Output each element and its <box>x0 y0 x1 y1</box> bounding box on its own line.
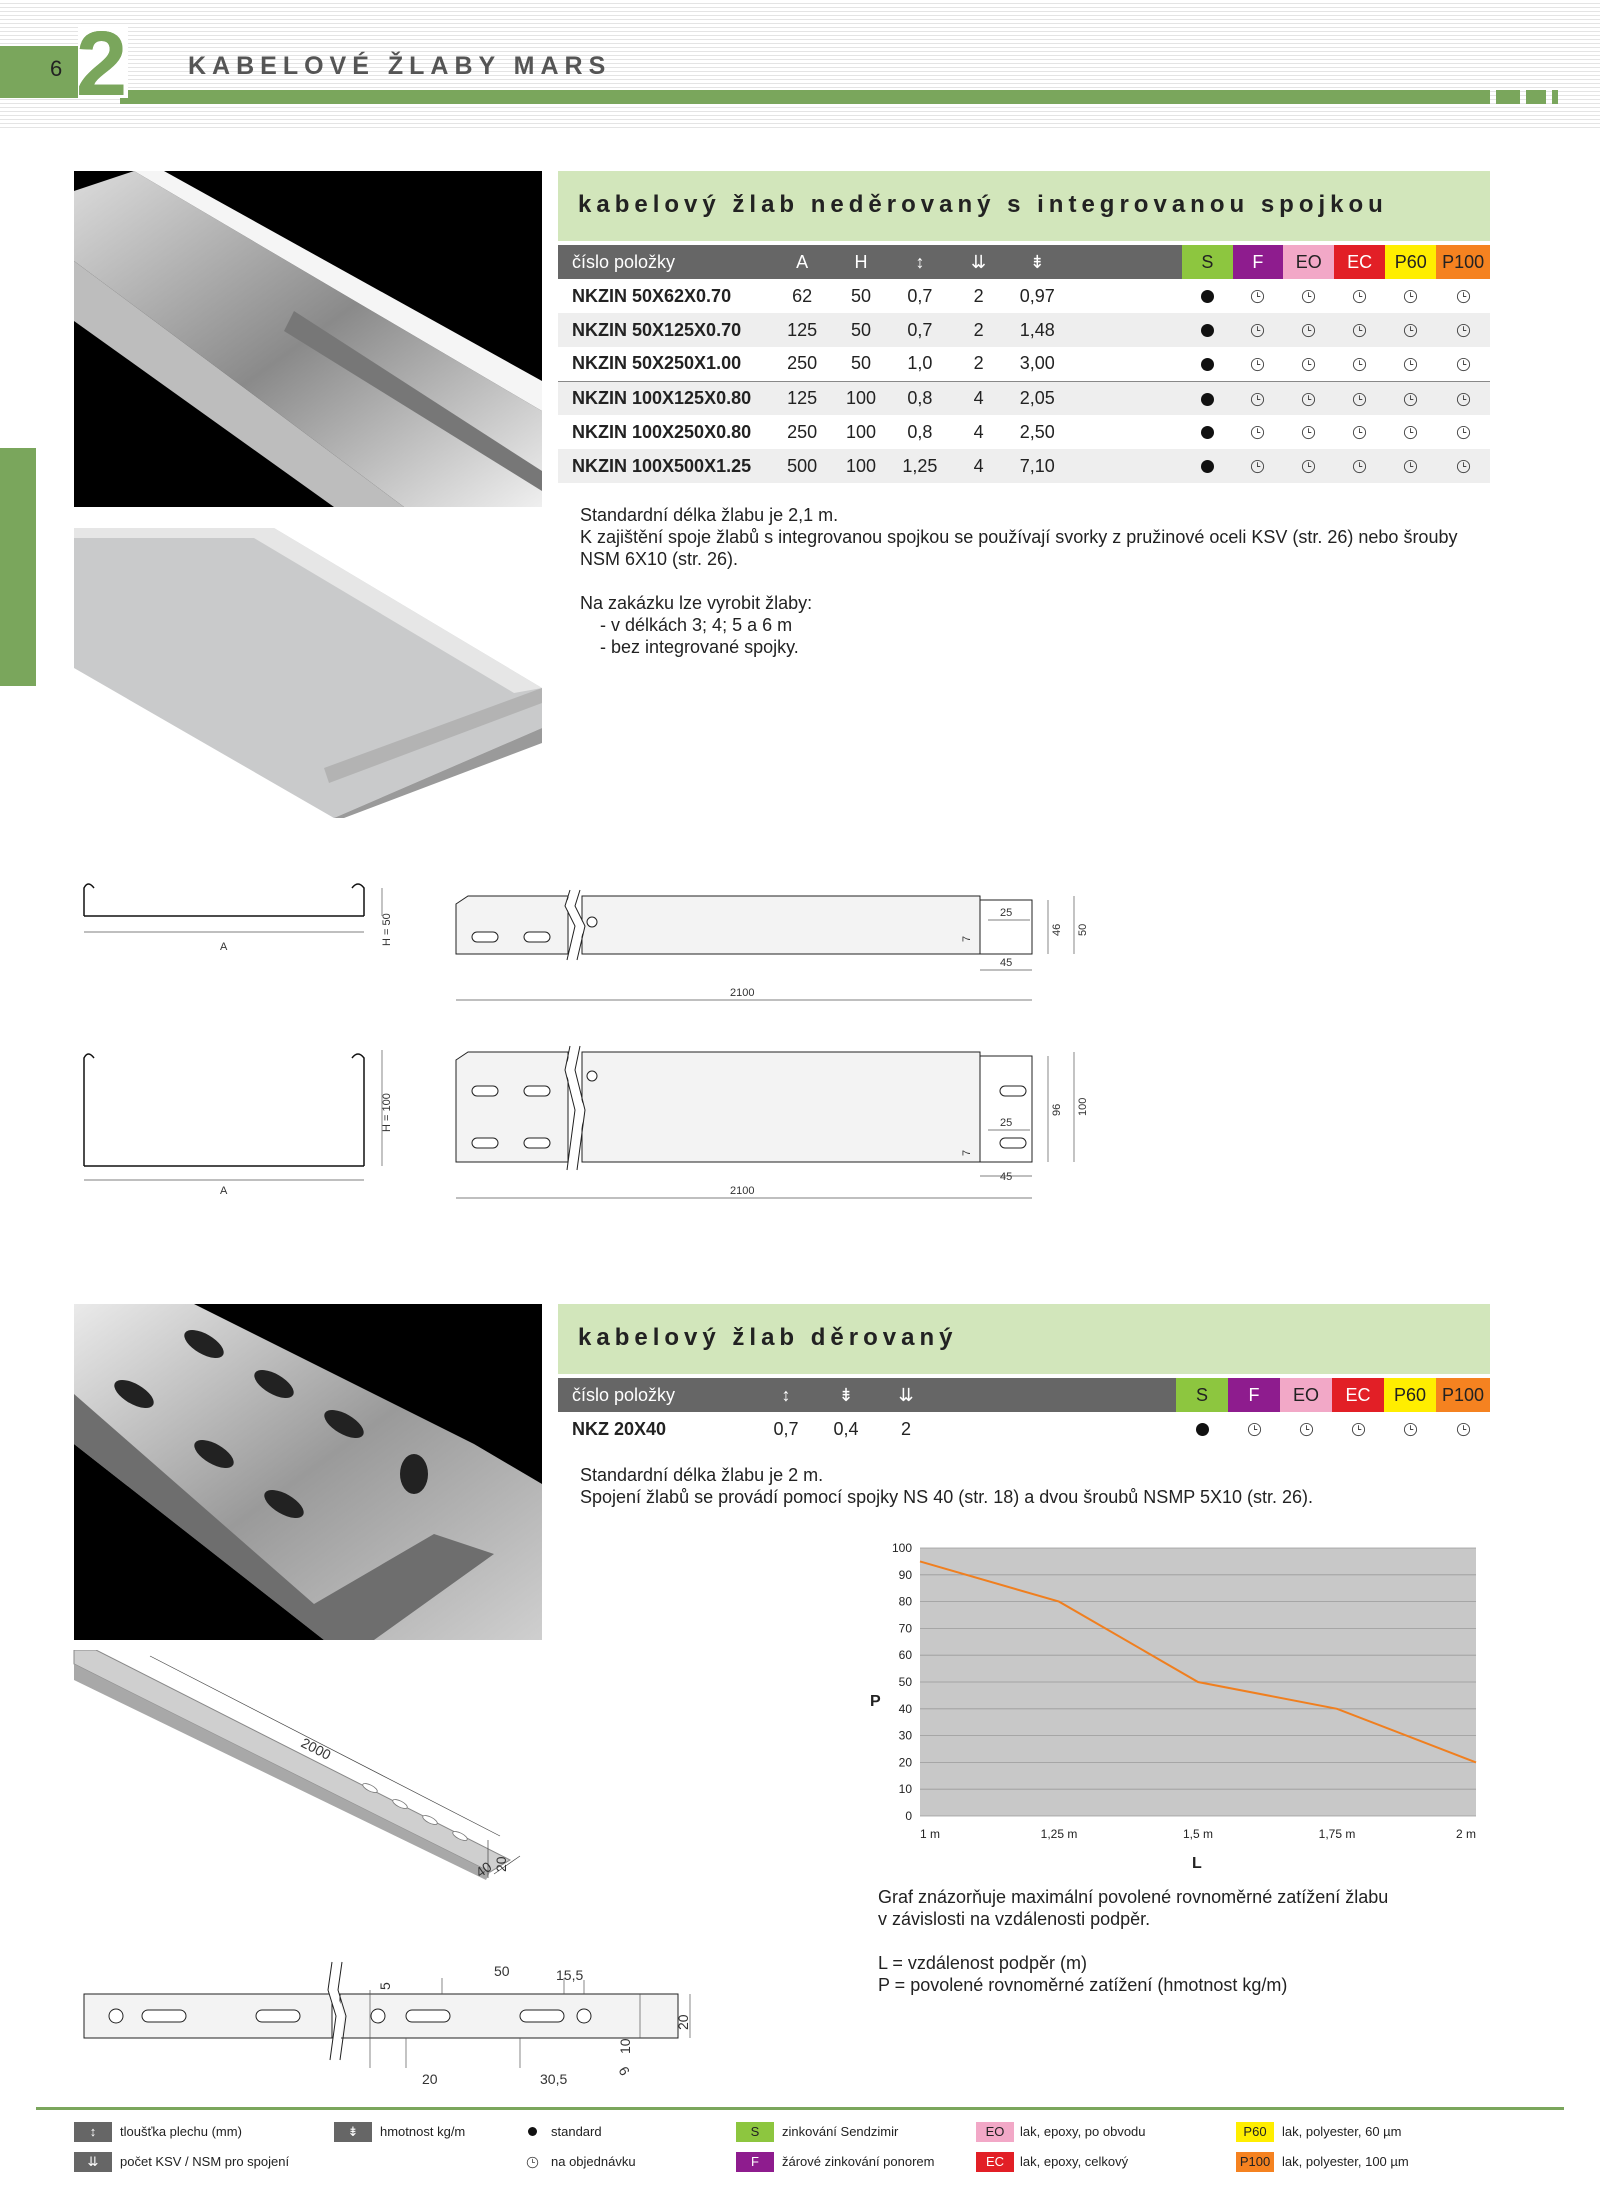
clock-icon <box>1352 459 1367 474</box>
standard-dot-icon <box>1196 1423 1209 1436</box>
clock-icon <box>1301 459 1316 474</box>
legend-ksv-icon: ⇊ <box>74 2152 112 2172</box>
dim-50: 50 <box>1077 923 1089 936</box>
dim-p155: 15,5 <box>556 1967 584 1983</box>
clock-icon <box>1403 323 1418 338</box>
section-title-2: kabelový žlab děrovaný <box>578 1324 958 1351</box>
legend-eo-box: EO <box>976 2122 1014 2142</box>
cell-ksv: 2 <box>900 1418 911 1439</box>
standard-dot-icon <box>1201 290 1214 303</box>
clock-icon <box>1250 425 1265 440</box>
cell-p100 <box>1436 347 1490 381</box>
cell-f <box>1228 1412 1280 1446</box>
cell-eo <box>1283 279 1334 313</box>
chart-ytick-label: 80 <box>898 1594 912 1609</box>
dim-p50: 50 <box>494 1963 510 1979</box>
cell-eo <box>1283 415 1334 449</box>
clock-icon <box>1301 323 1316 338</box>
clock-icon <box>1247 1422 1262 1437</box>
cell-weight: 3,00 <box>1019 353 1055 374</box>
cell-s <box>1182 279 1233 313</box>
col-ksv: ⇊ <box>876 1378 936 1412</box>
cell-ec <box>1334 415 1385 449</box>
section-header-2 <box>558 1304 1490 1374</box>
clock-icon <box>1352 323 1367 338</box>
cell-p100 <box>1436 1412 1490 1446</box>
dim-40: 40 <box>472 1858 495 1880</box>
chart-ytick-label: 40 <box>898 1701 912 1716</box>
cell-name: NKZIN 100X125X0.80 <box>558 381 773 415</box>
col-name: číslo položky <box>558 245 773 279</box>
cell-p100 <box>1436 313 1490 347</box>
col-ec: EC <box>1334 245 1385 279</box>
chart-ytick-label: 70 <box>898 1621 912 1636</box>
product-table-2 <box>558 1378 1490 1446</box>
header-block <box>1552 90 1558 104</box>
chart-ytick-label: 100 <box>891 1541 912 1555</box>
clock-icon <box>1456 392 1471 407</box>
clock-icon <box>1403 425 1418 440</box>
dim-a-2: A <box>220 1185 228 1197</box>
col-eo: EO <box>1283 245 1334 279</box>
perforated-side-drawing <box>70 1950 710 2090</box>
clock-icon <box>1403 289 1418 304</box>
col-spacer <box>936 1378 1176 1412</box>
table-header-2 <box>558 1378 1490 1412</box>
dim-p6: 6 <box>615 2063 634 2079</box>
col-f: F <box>1228 1378 1280 1412</box>
cell-name: NKZIN 50X62X0.70 <box>572 285 732 306</box>
cell-name: NKZIN 100X250X0.80 <box>572 421 752 442</box>
clock-icon <box>1403 392 1418 407</box>
chapter-number: 2 <box>76 13 128 115</box>
legend-f-box: F <box>736 2152 774 2172</box>
chart-text-2: v závislosti na vzdálenosti podpěr. <box>878 1909 1151 1929</box>
cell-ec <box>1334 449 1385 483</box>
footer-line <box>36 2107 1564 2110</box>
legend-p60-box: P60 <box>1236 2122 1274 2142</box>
clock-icon <box>1456 357 1471 372</box>
cell-s <box>1182 415 1233 449</box>
cell-s <box>1182 313 1233 347</box>
table-row <box>558 381 1490 415</box>
table-row <box>558 415 1490 449</box>
cell-h: 100 <box>832 449 891 483</box>
cell-h: 50 <box>832 313 891 347</box>
dim-p5: 5 <box>377 1982 393 1990</box>
clock-icon <box>1403 459 1418 474</box>
cell-p60 <box>1385 313 1436 347</box>
s2-text-1: Standardní délka žlabu je 2 m. <box>580 1465 824 1485</box>
legend-weight-icon: ⇟ <box>334 2122 372 2142</box>
cell-a: 500 <box>773 449 832 483</box>
cell-name: NKZ 20X40 <box>572 1418 667 1439</box>
cell-thickness: 1,0 <box>907 353 933 374</box>
col-f: F <box>1233 245 1284 279</box>
cell-p60 <box>1385 449 1436 483</box>
cell-a: 62 <box>792 285 813 306</box>
clock-icon <box>1352 289 1367 304</box>
legend-s: zinkování Sendzimir <box>782 2124 899 2139</box>
clock-icon <box>1456 459 1471 474</box>
dim-2000: 2000 <box>298 1734 334 1763</box>
col-p100: P100 <box>1436 245 1490 279</box>
col-weight: ⇟ <box>816 1378 876 1412</box>
clock-icon <box>1301 357 1316 372</box>
table-header <box>558 245 1490 279</box>
cell-ksv: 4 <box>949 449 1007 483</box>
col-spacer <box>1067 245 1182 279</box>
cell-h: 100 <box>845 421 877 442</box>
standard-dot-icon <box>1201 460 1214 473</box>
chart-ytick-label: 90 <box>898 1567 912 1582</box>
legend-thickness-icon: ↕ <box>74 2122 112 2142</box>
cell-s <box>1176 1412 1228 1446</box>
cell-p100 <box>1436 381 1490 415</box>
cell-thickness: 0,7 <box>773 1418 799 1439</box>
dim-45-1: 45 <box>1000 957 1013 969</box>
dim-a-1: A <box>220 941 228 953</box>
cell-weight: 0,97 <box>1019 285 1055 306</box>
chart-ytick-label: 0 <box>905 1809 912 1823</box>
col-h: H <box>832 245 891 279</box>
legend-ec: lak, epoxy, celkový <box>1020 2154 1129 2169</box>
col-a: A <box>773 245 832 279</box>
clock-icon <box>1301 289 1316 304</box>
clock-icon <box>1351 1422 1366 1437</box>
cell-ec <box>1334 381 1385 415</box>
cell-a: 125 <box>773 381 832 415</box>
legend-p100: lak, polyester, 100 µm <box>1282 2154 1409 2169</box>
clock-icon <box>1250 459 1265 474</box>
cell-p60 <box>1385 381 1436 415</box>
dim-25-1: 25 <box>1000 907 1013 919</box>
cell-f <box>1233 449 1284 483</box>
cell-p60 <box>1385 279 1436 313</box>
clock-icon <box>1352 357 1367 372</box>
cell-weight: 0,4 <box>833 1418 859 1439</box>
product-photo-tray <box>74 171 542 507</box>
chart-xtick-label: 1,75 m <box>1318 1827 1356 1841</box>
clock-icon <box>1456 1422 1471 1437</box>
legend-p60: lak, polyester, 60 µm <box>1282 2124 1402 2139</box>
standard-dot-icon <box>1201 324 1214 337</box>
cell-name: NKZIN 100X500X1.25 <box>558 449 773 483</box>
chart-ytick-label: 20 <box>898 1755 912 1770</box>
chart-ytick-label: 50 <box>898 1675 912 1689</box>
dim-2100-1: 2100 <box>730 987 755 999</box>
cell-ksv: 2 <box>973 353 984 374</box>
product-photo-perforated <box>74 1304 542 1640</box>
cell-eo <box>1280 1412 1332 1446</box>
col-eo: EO <box>1280 1378 1332 1412</box>
cell-s <box>1182 381 1233 415</box>
s1-text-3: NSM 6X10 (str. 26). <box>580 549 739 569</box>
standard-dot-icon <box>528 2127 537 2136</box>
page-number: 6 <box>50 56 63 81</box>
cell-weight: 7,10 <box>1008 449 1067 483</box>
clock-icon <box>1456 323 1471 338</box>
standard-dot-icon <box>1201 426 1214 439</box>
cell-f <box>1233 347 1284 381</box>
section-header <box>558 171 1490 241</box>
s2-text-2: Spojení žlabů se provádí pomocí spojky NS 40 (str. 18) a dvou šroubů NSMP 5X10 (str. 26). <box>580 1487 1314 1507</box>
cell-name: NKZIN 50X125X0.70 <box>558 313 773 347</box>
s1-text-1: Standardní délka žlabu je 2,1 m. <box>580 505 839 525</box>
dim-7-1: 7 <box>961 935 973 942</box>
col-s: S <box>1182 245 1233 279</box>
clock-icon <box>1250 357 1265 372</box>
legend-weight: hmotnost kg/m <box>380 2124 466 2139</box>
col-thickness: ↕ <box>756 1378 816 1412</box>
clock-icon <box>1250 323 1265 338</box>
s1-text-5: - v délkách 3; 4; 5 a 6 m <box>600 615 793 635</box>
dim-7-2: 7 <box>961 1149 973 1156</box>
chart-xtick-label: 1,25 m <box>1040 1827 1078 1841</box>
cell-eo <box>1283 347 1334 381</box>
page-title: KABELOVÉ ŽLABY MARS <box>188 52 612 80</box>
col-s: S <box>1176 1378 1228 1412</box>
legend-thickness: tloušťka plechu (mm) <box>120 2124 242 2139</box>
dim-h100: H = 100 <box>381 1093 393 1132</box>
dim-96: 96 <box>1051 1103 1063 1116</box>
dim-p20b: 20 <box>675 2014 691 2030</box>
col-ec: EC <box>1332 1378 1384 1412</box>
chart-text-3: L = vzdálenost podpěr (m) <box>878 1953 1087 1973</box>
dim-20: 20 <box>493 1856 509 1872</box>
cell-thickness: 0,8 <box>907 421 933 442</box>
legend-ec-box: EC <box>976 2152 1014 2172</box>
cell-s <box>1182 449 1233 483</box>
dim-h50: H = 50 <box>381 913 393 946</box>
cell-thickness: 0,7 <box>907 285 933 306</box>
cell-eo <box>1283 313 1334 347</box>
chart-ylabel: P <box>870 1693 881 1710</box>
header-block <box>1496 90 1520 104</box>
cell-p60 <box>1385 415 1436 449</box>
cell-ec <box>1334 347 1385 381</box>
header-block <box>1526 90 1546 104</box>
legend-p100-box: P100 <box>1236 2152 1274 2172</box>
technical-drawings <box>70 880 1110 1220</box>
legend-ksv: počet KSV / NSM pro spojení <box>120 2154 290 2169</box>
chart-xtick-label: 2 m <box>1455 1827 1476 1841</box>
cell-h: 50 <box>850 353 872 374</box>
legend-s-box: S <box>736 2122 774 2142</box>
section-title: kabelový žlab neděrovaný s integrovanou spojkou <box>578 191 1388 218</box>
col-p60: P60 <box>1385 245 1436 279</box>
cell-thickness: 1,25 <box>890 449 949 483</box>
cell-eo <box>1283 449 1334 483</box>
cell-weight: 1,48 <box>1008 313 1067 347</box>
dim-p10: 10 <box>617 2038 633 2054</box>
dim-25-2: 25 <box>1000 1117 1013 1129</box>
cell-thickness: 0,7 <box>890 313 949 347</box>
chart-xtick-label: 1 m <box>920 1827 941 1841</box>
standard-dot-icon <box>1201 393 1214 406</box>
col-p60: P60 <box>1384 1378 1436 1412</box>
cell-ksv: 2 <box>973 285 984 306</box>
standard-dot-icon <box>1201 358 1214 371</box>
cell-ksv: 4 <box>949 381 1007 415</box>
cell-weight: 2,50 <box>1019 421 1055 442</box>
legend-f: žárové zinkování ponorem <box>782 2154 935 2169</box>
cell-f <box>1233 381 1284 415</box>
table-row <box>558 279 1490 313</box>
cell-p60 <box>1384 1412 1436 1446</box>
cell-f <box>1233 415 1284 449</box>
cell-ksv: 2 <box>949 313 1007 347</box>
cell-h: 50 <box>850 285 872 306</box>
load-chart <box>856 1536 1496 1876</box>
clock-icon <box>1352 392 1367 407</box>
clock-icon <box>1456 289 1471 304</box>
col-weight: ⇟ <box>1008 245 1067 279</box>
chart-text-4: P = povolené rovnoměrné zatížení (hmotnost kg/m) <box>878 1975 1288 1995</box>
legend-standard: standard <box>551 2124 602 2139</box>
product-table <box>558 245 1490 483</box>
dim-p305: 30,5 <box>540 2071 568 2087</box>
cell-p100 <box>1436 415 1490 449</box>
chart-ytick-label: 60 <box>898 1648 912 1663</box>
cell-thickness: 0,8 <box>890 381 949 415</box>
table-row <box>558 1412 1490 1446</box>
dim-45-2: 45 <box>1000 1171 1013 1183</box>
s1-text-2: K zajištění spoje žlabů s integrovanou spojkou se používají svorky z pružinové oceli KSV (str. 26) nebo šrouby <box>580 527 1458 547</box>
dim-46: 46 <box>1051 923 1063 936</box>
cell-eo <box>1283 381 1334 415</box>
cell-ec <box>1334 279 1385 313</box>
clock-icon <box>1301 392 1316 407</box>
side-tab <box>0 448 36 686</box>
cell-p100 <box>1436 449 1490 483</box>
perforated-tray-render <box>70 1650 550 1880</box>
cell-s <box>1182 347 1233 381</box>
clock-icon <box>1250 392 1265 407</box>
chart-ytick-label: 30 <box>898 1728 912 1743</box>
chart-ytick-label: 10 <box>898 1782 912 1797</box>
cell-f <box>1233 313 1284 347</box>
legend-order: na objednávku <box>551 2154 636 2169</box>
cell-weight: 2,05 <box>1008 381 1067 415</box>
legend-eo: lak, epoxy, po obvodu <box>1020 2124 1146 2139</box>
clock-icon <box>1352 425 1367 440</box>
cell-a: 250 <box>787 353 818 374</box>
table-row <box>558 347 1490 381</box>
clock-icon <box>1301 425 1316 440</box>
cell-f <box>1233 279 1284 313</box>
cell-h: 100 <box>832 381 891 415</box>
s1-text-6: - bez integrované spojky. <box>600 637 799 657</box>
clock-icon <box>1299 1422 1314 1437</box>
product-render-tray <box>74 528 542 818</box>
cell-p100 <box>1436 279 1490 313</box>
clock-icon <box>1456 425 1471 440</box>
dim-2100-2: 2100 <box>730 1185 755 1197</box>
cell-a: 250 <box>787 421 818 442</box>
cell-p60 <box>1385 347 1436 381</box>
col-name: číslo položky <box>558 1378 756 1412</box>
clock-icon <box>1403 1422 1418 1437</box>
chart-text-1: Graf znázorňuje maximální povolené rovnoměrné zatížení žlabu <box>878 1887 1389 1907</box>
cell-ec <box>1332 1412 1384 1446</box>
clock-icon <box>526 2156 539 2169</box>
cell-ec <box>1334 313 1385 347</box>
col-thickness: ↕ <box>890 245 949 279</box>
chart-xtick-label: 1,5 m <box>1182 1827 1214 1841</box>
clock-icon <box>1250 289 1265 304</box>
clock-icon <box>1403 357 1418 372</box>
cell-name: NKZIN 50X250X1.00 <box>572 353 742 374</box>
dim-p20: 20 <box>422 2071 438 2087</box>
cell-a: 125 <box>773 313 832 347</box>
cell-ksv: 4 <box>973 421 984 442</box>
col-ksv: ⇊ <box>949 245 1007 279</box>
dim-100: 100 <box>1077 1097 1089 1116</box>
chart-xlabel: L <box>1192 1855 1202 1872</box>
col-p100: P100 <box>1436 1378 1490 1412</box>
s1-text-4: Na zakázku lze vyrobit žlaby: <box>580 593 813 613</box>
table-row <box>558 313 1490 347</box>
header-line <box>120 90 1490 104</box>
table-row <box>558 449 1490 483</box>
